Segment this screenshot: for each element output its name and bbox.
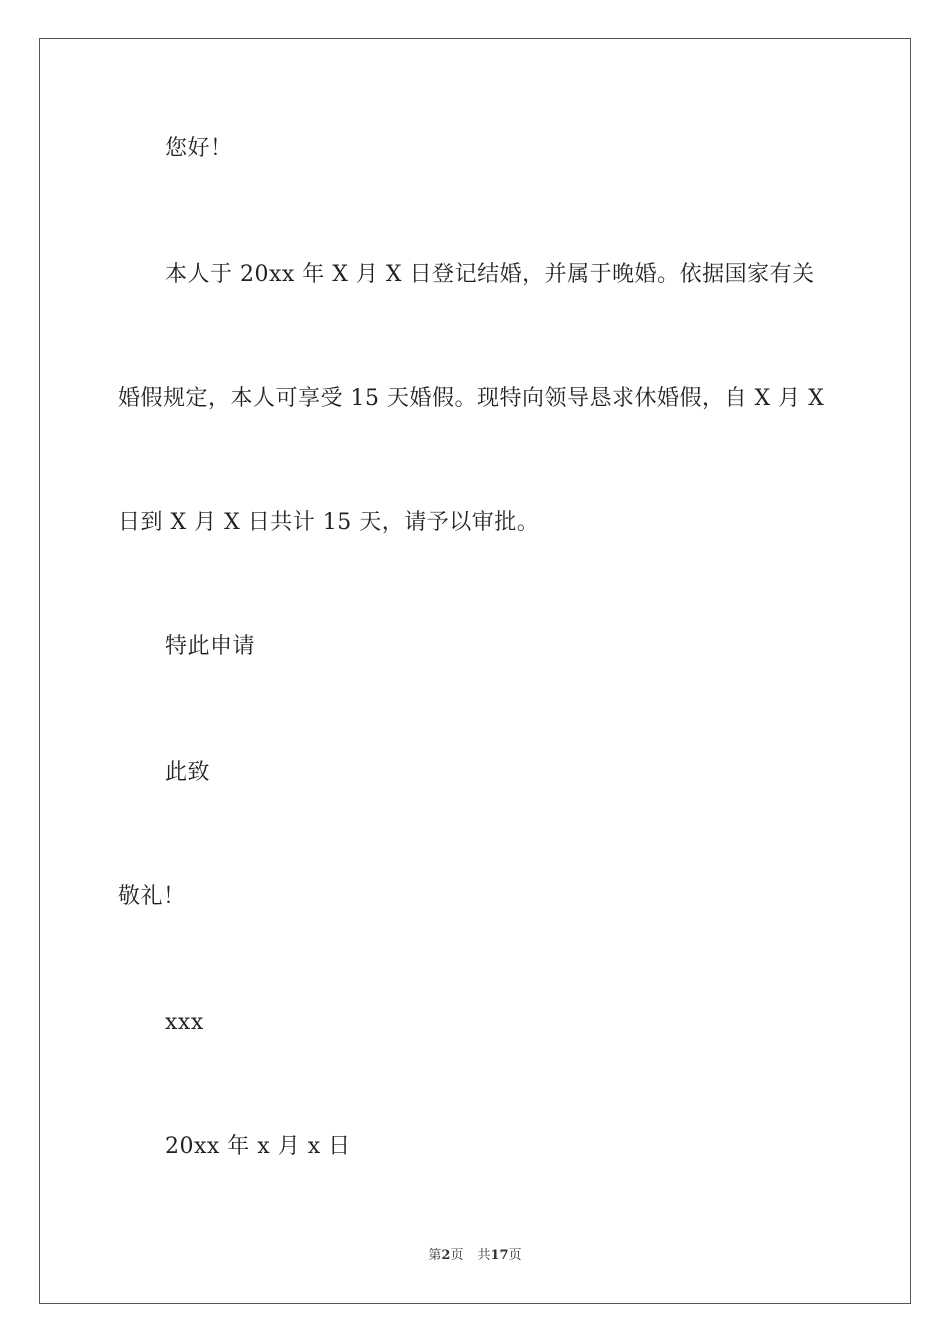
- page-prefix: 第: [428, 1248, 442, 1263]
- greeting: 您好！: [165, 136, 233, 161]
- total-pages: 17: [490, 1248, 509, 1263]
- page-footer: [0, 1248, 950, 1264]
- total-suffix: 页: [508, 1248, 522, 1263]
- total-prefix: 共: [477, 1248, 491, 1263]
- closing-salutation: 此致: [165, 760, 211, 785]
- body-paragraph-line-3: 日到 X 月 X 日共计 15 天，请予以审批。: [118, 510, 540, 535]
- page-suffix: 页: [450, 1248, 464, 1263]
- closing-respect: 敬礼！: [118, 884, 186, 909]
- page-border: [39, 38, 911, 1304]
- letter-date: 20xx 年 x 月 x 日: [165, 1134, 351, 1159]
- signature: xxx: [165, 1010, 204, 1035]
- page-number: 2: [441, 1248, 451, 1263]
- body-paragraph-line-2: 婚假规定，本人可享受 15 天婚假。现特向领导恳求休婚假，自 X 月 X: [118, 386, 825, 411]
- body-paragraph-line-1: 本人于 20xx 年 X 月 X 日登记结婚，并属于晚婚。依据国家有关: [165, 262, 815, 287]
- closing-request: 特此申请: [165, 634, 256, 659]
